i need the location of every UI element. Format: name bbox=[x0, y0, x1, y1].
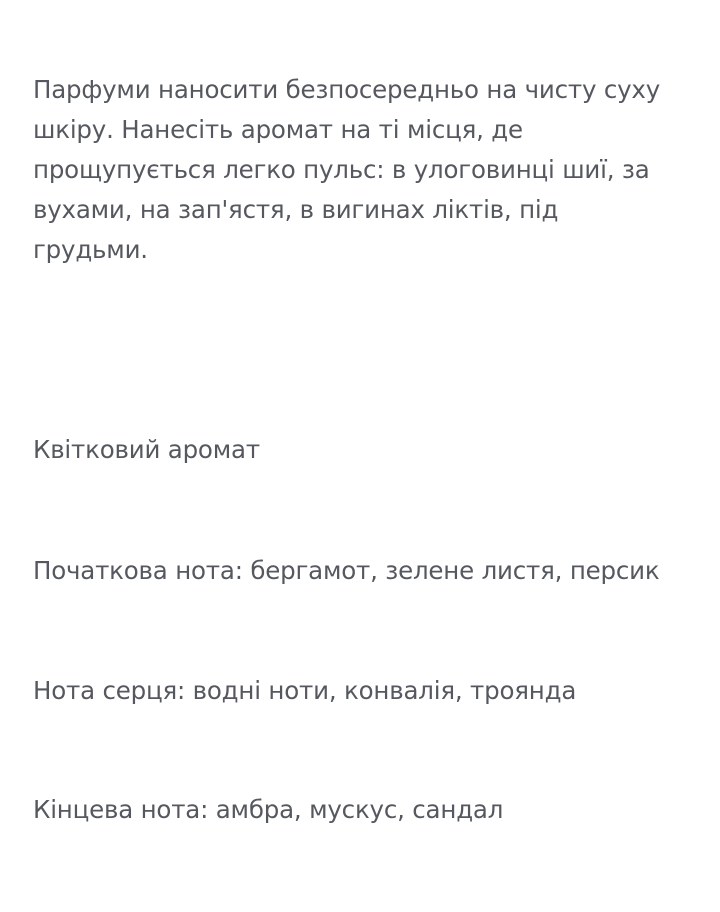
aroma-type: Квітковий аромат bbox=[33, 435, 260, 464]
top-notes: Початкова нота: бергамот, зелене листя, персик bbox=[33, 556, 660, 585]
description-block bbox=[33, 70, 693, 270]
heart-notes: Нота серця: водні ноти, конвалія, троянда bbox=[33, 676, 577, 705]
base-notes: Кінцева нота: амбра, мускус, сандал bbox=[33, 795, 504, 824]
usage-instructions: Парфуми наносити безпосередньо на чисту суху шкіру. Нанесіть аромат на ті місця, де прощупується легко пульс: в улоговинці шиї, за вухами, на зап'ястя, в вигинах ліктів, під грудьми. bbox=[33, 75, 661, 264]
